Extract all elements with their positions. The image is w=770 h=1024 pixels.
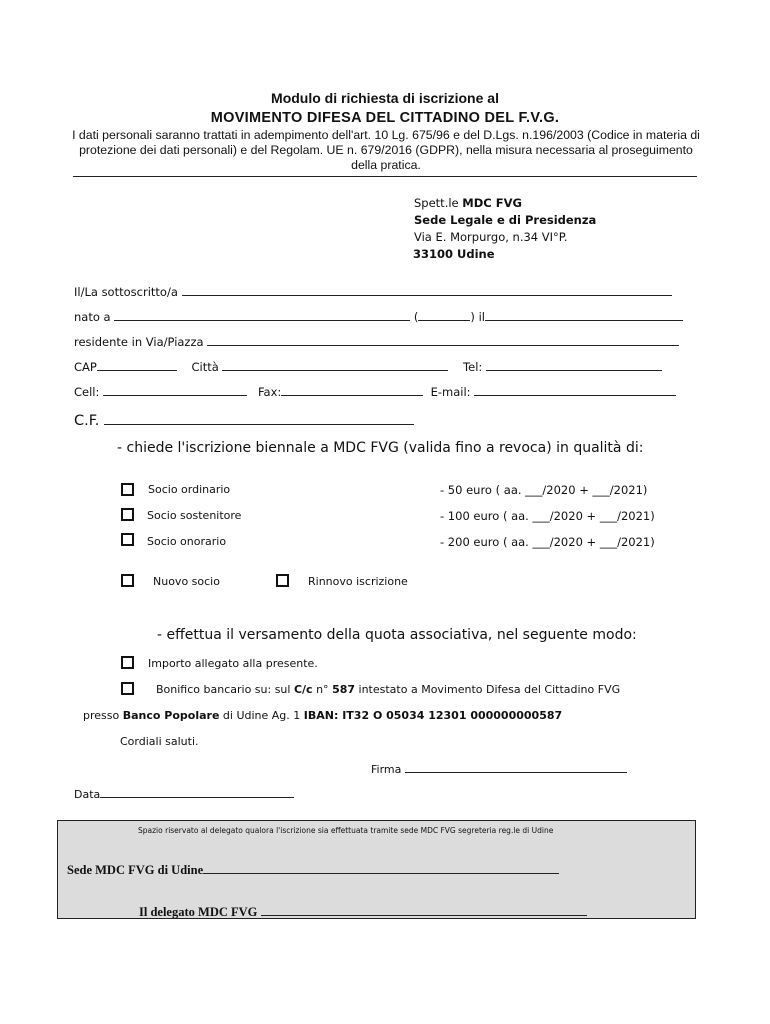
socio-sostenitore-label: Socio sostenitore [147,509,242,522]
cf-line[interactable] [104,410,414,425]
birth-date-label: il [478,310,485,324]
signature-line[interactable] [405,760,627,773]
cap-label: CAP [74,360,97,374]
organization-title: MOVIMENTO DIFESA DEL CITTADINO DEL F.V.G. [210,110,560,126]
nuovo-socio-checkbox[interactable] [121,574,134,587]
born-in-line[interactable] [114,308,410,321]
undersigned-field [74,283,672,299]
socio-sostenitore-fee: - 100 euro ( aa. ___/2020 + ___/2021) [440,509,655,523]
importo-allegato-label: Importo allegato alla presente. [148,657,318,670]
socio-onorario-label: Socio onorario [147,535,227,548]
rinnovo-checkbox[interactable] [276,574,289,587]
socio-ordinario-label: Socio ordinario [148,483,231,496]
undersigned-label: Il/La sottoscritto/a [74,285,178,299]
socio-ordinario-fee: - 50 euro ( aa. ___/2020 + ___/2021) [440,483,648,497]
reserved-office-label: Sede MDC FVG di Udine [67,863,204,877]
reserved-delegate-line[interactable] [261,903,587,916]
bonifico-checkbox[interactable] [121,682,134,695]
email-label: E-mail: [430,385,471,399]
city-label: Città [191,360,219,374]
request-statement: - chiede l'iscrizione biennale a MDC FVG (valida fino a revoca) in qualità di: [117,440,644,456]
birth-date-line[interactable] [485,308,683,321]
cf-label: C.F. [74,413,100,429]
form-title: Modulo di richiesta di iscrizione al [271,90,499,106]
recipient-street: Via E. Morpurgo, n.34 VI°P. [414,230,568,244]
payment-statement: - effettua il versamento della quota associativa, nel seguente modo: [157,627,637,643]
province-line[interactable] [418,308,470,321]
tel-line[interactable] [486,358,662,371]
greeting: Cordiali saluti. [120,735,199,748]
reserved-office-field [67,861,559,878]
city-line[interactable] [222,358,448,371]
residence-line[interactable] [207,333,679,346]
socio-ordinario-checkbox[interactable] [121,483,134,496]
socio-onorario-fee: - 200 euro ( aa. ___/2020 + ___/2021) [440,535,655,549]
recipient-city: 33100 Udine [413,247,495,261]
cell-line[interactable] [103,383,247,396]
residence-field [74,333,679,349]
importo-allegato-checkbox[interactable] [121,656,134,669]
birth-field: nato a ( ) il [74,308,683,324]
nuovo-socio-label: Nuovo socio [153,575,220,588]
contact-field [74,383,676,399]
cap-line[interactable] [97,358,177,371]
reserved-delegate-label: Il delegato MDC FVG [139,905,258,919]
bank-details: presso Banco Popolare di Udine Ag. 1 IBAN: IT32 O 05034 12301 000000000587 [83,709,563,722]
date-line[interactable] [100,785,294,798]
rinnovo-label: Rinnovo iscrizione [308,575,408,588]
residence-label: residente in Via/Piazza [74,335,204,349]
reserved-delegate-field [139,903,587,920]
email-line[interactable] [474,383,676,396]
iban-value: IBAN: IT32 O 05034 12301 000000000587 [303,709,563,722]
signature-field [371,760,627,776]
recipient-salutation: Spett.le MDC FVG [414,196,522,210]
reserved-section [57,820,696,919]
reserved-note: Spazio riservato al delegato qualora l'iscrizione sia effettuata tramite sede MDC FVG segreteria reg.le di Udine [138,826,554,835]
fax-line[interactable] [281,383,423,396]
date-label: Data [74,788,101,801]
privacy-notice: I dati personali saranno trattati in adempimento dell'art. 10 Lg. 675/96 e del D.Lgs. n.196/2003 (Codice in materia di protezione dei dati personali) e del Regolam. UE n. 679/2016 (GDPR), nella misura necessaria al proseguimento della pratica. [72,128,700,172]
socio-onorario-checkbox[interactable] [121,533,134,546]
signature-label: Firma [371,763,402,776]
cap-city-tel-field [74,358,662,374]
cell-label: Cell: [74,385,100,399]
undersigned-line[interactable] [182,283,672,296]
born-in-label: nato a [74,310,111,324]
recipient-office: Sede Legale e di Presidenza [414,213,597,227]
date-field [74,785,294,801]
reserved-office-line[interactable] [203,861,559,874]
cf-field [74,410,414,429]
fax-label: Fax: [258,385,282,399]
header-divider [73,176,697,177]
bonifico-label: Bonifico bancario su: sul C/c n° 587 intestato a Movimento Difesa del Cittadino FVG [156,683,621,696]
tel-label: Tel: [463,360,483,374]
socio-sostenitore-checkbox[interactable] [121,508,134,521]
